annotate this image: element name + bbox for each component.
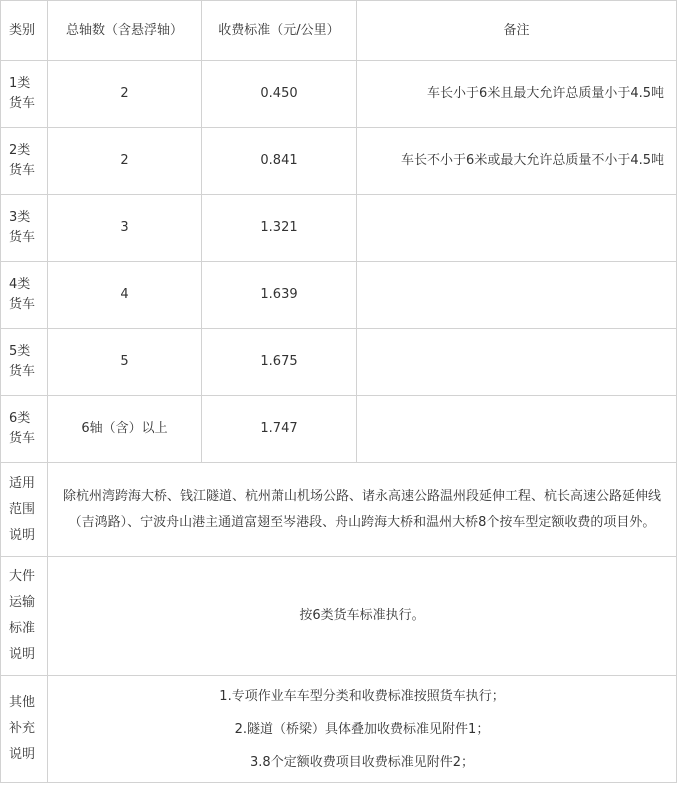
axles-cell: 5 [48,329,202,396]
other-line: 1.专项作业车车型分类和收费标准按照货车执行； [219,688,505,704]
category-cell: 6类 货车 [1,396,48,463]
oversize-label: 大件 运输 标准 说明 [1,557,48,676]
table-row [1,329,677,396]
rate-cell: 1.747 [202,396,357,463]
axles-cell: 6轴（含）以上 [48,396,202,463]
rate-cell: 1.639 [202,262,357,329]
axles-cell: 4 [48,262,202,329]
remarks-cell [357,396,677,463]
scope-label: 适用 范围 说明 [1,463,48,557]
header-row [1,1,677,61]
header-remarks: 备注 [357,1,677,61]
other-line: 2.隧道（桥梁）具体叠加收费标准见附件1； [234,721,490,737]
oversize-row [1,557,677,676]
other-label: 其他 补充 说明 [1,676,48,783]
category-cell: 3类 货车 [1,195,48,262]
header-axles: 总轴数（含悬浮轴） [48,1,202,61]
rate-cell: 0.450 [202,61,357,128]
rate-cell: 0.841 [202,128,357,195]
category-cell: 4类 货车 [1,262,48,329]
table-row [1,128,677,195]
other-text [48,676,677,783]
rate-cell: 1.321 [202,195,357,262]
header-rate: 收费标准（元/公里） [202,1,357,61]
axles-cell: 2 [48,128,202,195]
remarks-cell: 车长小于6米且最大允许总质量小于4.5吨 [357,61,677,128]
remarks-cell [357,195,677,262]
scope-row [1,463,677,557]
remarks-cell [357,329,677,396]
table-row [1,195,677,262]
remarks-cell: 车长不小于6米或最大允许总质量不小于4.5吨 [357,128,677,195]
rate-cell: 1.675 [202,329,357,396]
category-cell: 5类 货车 [1,329,48,396]
table-row [1,262,677,329]
category-cell: 2类 货车 [1,128,48,195]
remarks-cell [357,262,677,329]
oversize-text: 按6类货车标准执行。 [48,557,677,676]
scope-text: 除杭州湾跨海大桥、钱江隧道、杭州萧山机场公路、诸永高速公路温州段延伸工程、杭长高速公路延伸线（吉鸿路）、宁波舟山港主通道富翅至岑港段、舟山跨海大桥和温州大桥8个按车型定额收费的项目外。 [48,463,677,557]
axles-cell: 2 [48,61,202,128]
header-category: 类别 [1,1,48,61]
axles-cell: 3 [48,195,202,262]
category-cell: 1类 货车 [1,61,48,128]
other-row [1,676,677,783]
table-row [1,396,677,463]
other-line: 3.8个定额收费项目收费标准见附件2； [250,754,474,770]
table-row [1,61,677,128]
